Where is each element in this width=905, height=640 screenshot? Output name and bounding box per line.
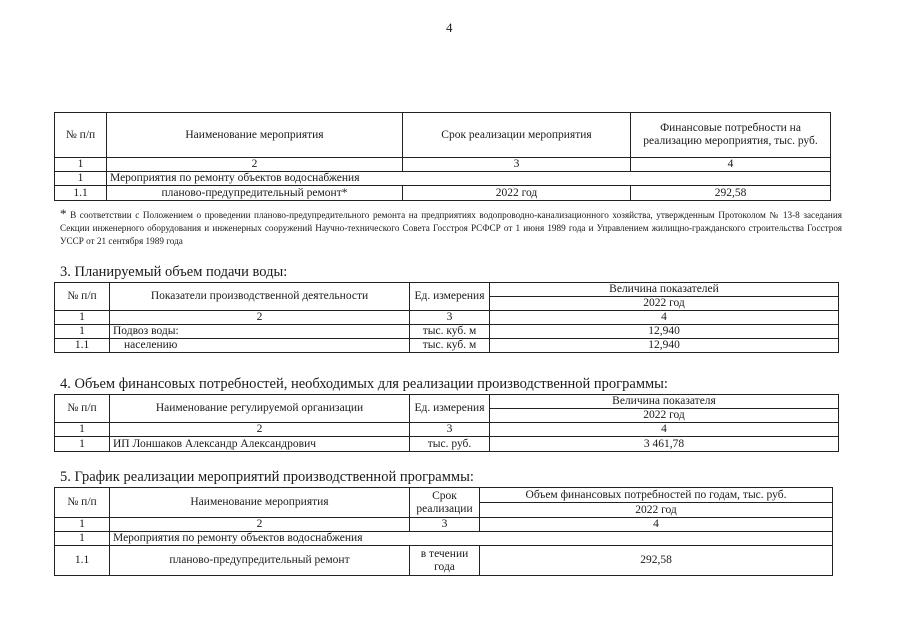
- col-header-unit: Ед. измерения: [410, 283, 490, 311]
- row-name: ИП Лоншаков Александр Александрович: [110, 437, 410, 452]
- row-num: 1.1: [55, 546, 110, 576]
- page-number: 4: [446, 20, 453, 35]
- index-cell: 4: [480, 518, 833, 532]
- item-term: 2022 год: [403, 186, 631, 201]
- schedule-table: [54, 487, 833, 576]
- col-header-term: Срок реализации: [410, 488, 480, 518]
- section5-title: 5. График реализации мероприятий производственной программы:: [60, 469, 474, 485]
- row-name: Подвоз воды:: [110, 325, 410, 339]
- row-num: 1.1: [55, 339, 110, 353]
- row-name: планово-предупредительный ремонт: [110, 546, 410, 576]
- col-header-name: Наименование регулируемой организации: [110, 395, 410, 423]
- table-row: [55, 325, 839, 339]
- footnote: [60, 207, 842, 248]
- item-num: 1.1: [55, 186, 107, 201]
- col-header-value: Величина показателя: [490, 395, 839, 409]
- index-cell: 2: [110, 423, 410, 437]
- row-term: в течении года: [410, 546, 480, 576]
- footnote-text: В соответствии с Положением о проведении планово-предупредительного ремонта на предприятиях водопроводно-канализационного хозяйства, утвержденным Протоколом № 13-8 заседания Секции инженерного оборудования и инженерных сооружений Научно-технического Совета Госстроя РСФСР от 1 июня 1989 года и Управлением жилищно-гражданского строительства Госстроя УССР от 21 сентября 1989 года: [60, 210, 842, 246]
- col-header-year: 2022 год: [490, 297, 839, 311]
- section-num: 1: [55, 532, 110, 546]
- water-supply-table: [54, 282, 839, 353]
- index-cell: 3: [403, 158, 631, 172]
- index-cell: 4: [490, 311, 839, 325]
- col-header-year: 2022 год: [490, 409, 839, 423]
- row-name: населению: [110, 339, 410, 353]
- index-cell: 3: [410, 311, 490, 325]
- row-value: 12,940: [490, 339, 839, 353]
- row-unit: тыс. куб. м: [410, 325, 490, 339]
- section-label: Мероприятия по ремонту объектов водоснабжения: [110, 532, 833, 546]
- activities-table: [54, 112, 831, 201]
- col-header-value: Величина показателей: [490, 283, 839, 297]
- index-cell: 4: [490, 423, 839, 437]
- table-row: [55, 546, 833, 576]
- index-cell: 2: [110, 518, 410, 532]
- index-cell: 3: [410, 518, 480, 532]
- footnote-star: *: [60, 206, 67, 221]
- index-cell: 2: [107, 158, 403, 172]
- col-header-name: Наименование мероприятия: [110, 488, 410, 518]
- row-value: 292,58: [480, 546, 833, 576]
- col-header-year: 2022 год: [480, 503, 833, 518]
- index-cell: 1: [55, 518, 110, 532]
- item-value: 292,58: [631, 186, 831, 201]
- item-name: планово-предупредительный ремонт*: [107, 186, 403, 201]
- section-num: 1: [55, 172, 107, 186]
- col-header-term: Срок реализации мероприятия: [403, 113, 631, 158]
- section3-title: 3. Планируемый объем подачи воды:: [60, 264, 288, 280]
- col-header-num: № п/п: [55, 283, 110, 311]
- section4-title: 4. Объем финансовых потребностей, необходимых для реализации производственной программы:: [60, 376, 668, 392]
- section-label: Мероприятия по ремонту объектов водоснабжения: [107, 172, 831, 186]
- col-header-name: Показатели производственной деятельности: [110, 283, 410, 311]
- index-cell: 1: [55, 423, 110, 437]
- row-value: 12,940: [490, 325, 839, 339]
- table-row: [55, 437, 839, 452]
- col-header-num: № п/п: [55, 113, 107, 158]
- col-header-value: Объем финансовых потребностей по годам, тыс. руб.: [480, 488, 833, 503]
- index-cell: 4: [631, 158, 831, 172]
- finance-table: [54, 394, 839, 452]
- index-cell: 2: [110, 311, 410, 325]
- col-header-finance: Финансовые потребности на реализацию мероприятия, тыс. руб.: [631, 113, 831, 158]
- row-num: 1: [55, 437, 110, 452]
- index-cell: 1: [55, 158, 107, 172]
- row-num: 1: [55, 325, 110, 339]
- index-cell: 3: [410, 423, 490, 437]
- table-row: [55, 339, 839, 353]
- row-unit: тыс. руб.: [410, 437, 490, 452]
- row-value: 3 461,78: [490, 437, 839, 452]
- index-cell: 1: [55, 311, 110, 325]
- col-header-unit: Ед. измерения: [410, 395, 490, 423]
- row-unit: тыс. куб. м: [410, 339, 490, 353]
- col-header-num: № п/п: [55, 488, 110, 518]
- col-header-num: № п/п: [55, 395, 110, 423]
- col-header-name: Наименование мероприятия: [107, 113, 403, 158]
